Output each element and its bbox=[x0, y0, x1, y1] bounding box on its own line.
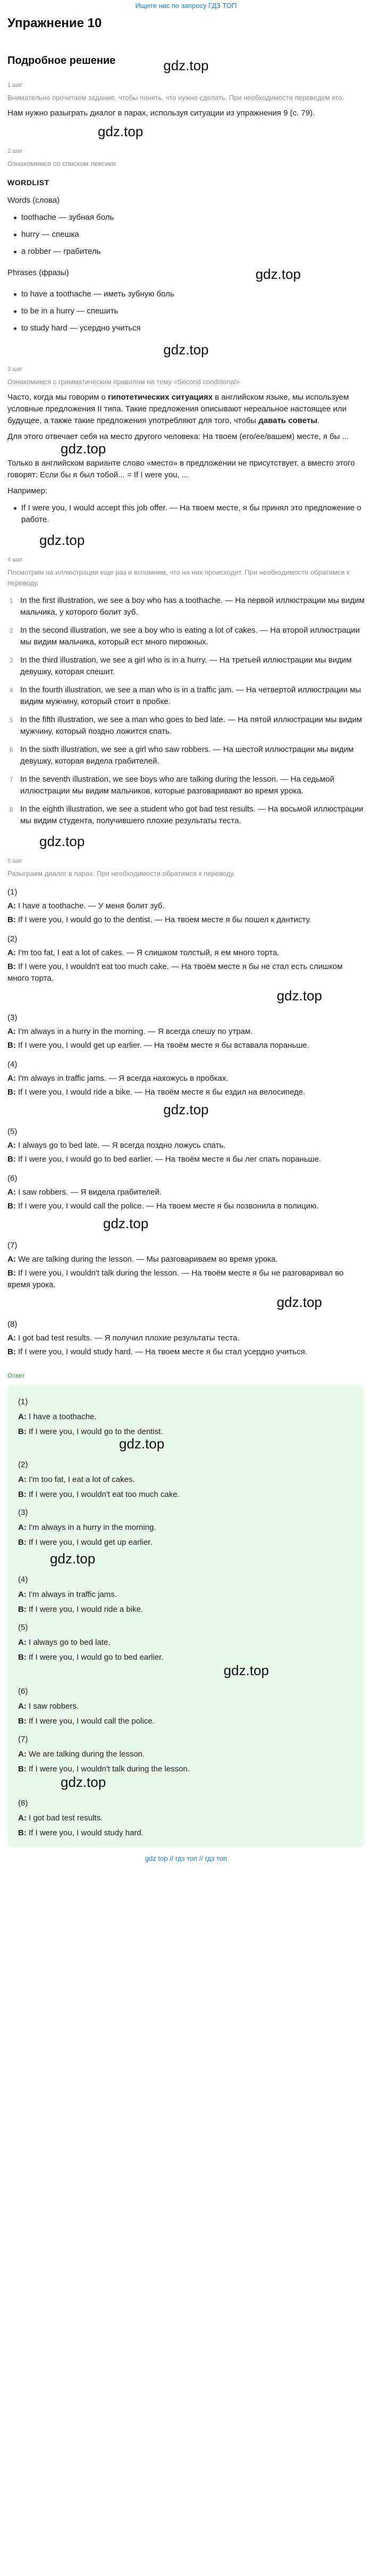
dialog-line-a: A: I got bad test results. bbox=[18, 1813, 103, 1823]
rule-paragraph: Для этого отвечает себя на место другого человека: На твоем (его/ее/вашем) месте, я бы ... bbox=[7, 432, 349, 441]
words-list bbox=[7, 212, 365, 258]
list-item: 7 In the seventh illustration, we see boys who are talking during the lesson. — На седьмой иллюстрации мы видим мальчиков, которые разговаривают во время урока. bbox=[10, 775, 335, 796]
dialog-line-a: A: I'm too fat, I eat a lot of cakes. — Я слишком толстый, я ем много торта. bbox=[7, 948, 280, 957]
dialog-number: (6) bbox=[18, 1687, 28, 1696]
step-label: 3 шаг bbox=[7, 366, 23, 372]
dialog-number: (5) bbox=[7, 1127, 18, 1136]
watermark: gdz.top bbox=[119, 1436, 165, 1452]
list-item: If I were you, I would accept this job offer. — На твоем месте, я бы принял это предложение о работе. bbox=[7, 502, 365, 526]
dialog-line-b: B: If I were you, I wouldn't talk during the lesson. — На твоём месте я бы не разговаривал во время урока. bbox=[7, 1269, 344, 1289]
step-hint: Внимательно прочитаем задание, чтобы понять, что нужно сделать. При необходимости переведем его. bbox=[7, 94, 344, 102]
dialog-number: (3) bbox=[18, 1508, 28, 1517]
dialog-line-b: B: If I were you, I would go to the dentist. bbox=[18, 1427, 163, 1436]
dialog-line-b: B: If I were you, I would call the police. — На твоем месте я бы позвонила в полицию. bbox=[7, 1202, 319, 1211]
step-label: 5 шаг bbox=[7, 858, 23, 864]
section-subtitle: Подробное решение bbox=[7, 55, 116, 67]
phrases-heading: Phrases (фразы) bbox=[7, 268, 69, 277]
dialog-line-b: B: If I were you, I wouldn't eat too much cake. bbox=[18, 1490, 180, 1499]
list-item: a robber — грабитель bbox=[7, 246, 365, 258]
dialog-line-a: A: I saw robbers. — Я видела грабителей. bbox=[7, 1188, 162, 1197]
step-label: 1 шаг bbox=[7, 82, 23, 88]
dialog-line-a: A: I'm always in traffic jams. — Я всегда нахожусь в пробках. bbox=[7, 1074, 229, 1083]
dialog-line-b: B: If I were you, I would study hard. — На твоем месте я бы стал усердно учиться. bbox=[7, 1347, 307, 1356]
step-text: Нам нужно разыграть диалог в парах, используя ситуации из упражнения 9 (с. 79). bbox=[7, 109, 315, 118]
list-item: 6 In the sixth illustration, we see a girl who saw robbers. — На шестой иллюстрации мы видим девушку, которая видела грабителей. bbox=[10, 745, 354, 766]
list-item: to have a toothache — иметь зубную боль bbox=[7, 288, 365, 300]
dialog-line-b: B: If I were you, I would study hard. bbox=[18, 1828, 143, 1837]
example-heading: Например: bbox=[7, 486, 48, 495]
rule-paragraph: Только в английском варианте слово «место» в предложении не присутствует, а вместо этого говорят: Если бы я был тобой... = If I were you, ... bbox=[7, 459, 355, 479]
list-item: 1 In the first illustration, we see a boy who has a toothache. — На первой иллюстрации мы видим мальчика, у которого болит зуб. bbox=[10, 596, 365, 617]
list-item: 2 In the second illustration, we see a boy who is eating a lot of cakes. — На второй иллюстрации мы видим мальчика, который ест много пирожных. bbox=[10, 626, 360, 647]
page-content bbox=[0, 15, 372, 1865]
dialog-line-a: A: I have a toothache. bbox=[18, 1412, 97, 1421]
watermark: gdz.top bbox=[50, 1551, 96, 1567]
dialog-line-b: B: If I were you, I wouldn't eat too much cake. — На твоём месте я бы не стал есть слишком много торта. bbox=[7, 962, 343, 983]
dialog-line-a: A: I'm always in traffic jams. bbox=[18, 1590, 117, 1599]
footer-links[interactable]: gdz top // гдз топ // гдз топ bbox=[145, 1854, 227, 1862]
example-list bbox=[7, 502, 365, 526]
step-hint: Ознакомимся со списком лексики bbox=[7, 160, 116, 168]
dialog-number: (2) bbox=[7, 934, 18, 943]
phrases-list bbox=[7, 288, 365, 334]
dialog-line-a: A: I have a toothache. — У меня болит зуб. bbox=[7, 901, 165, 910]
dialog-line-b: B: If I were you, I would go to the dentist. — На твоем месте я бы пошел к дантисту. bbox=[7, 915, 311, 924]
dialog-line-b: B: If I were you, I would go to bed earlier. bbox=[18, 1653, 164, 1662]
answer-box bbox=[7, 1385, 365, 1848]
watermark: gdz.top bbox=[163, 57, 209, 73]
dialog-number: (6) bbox=[7, 1174, 18, 1183]
page-title: Упражнение 10 bbox=[7, 16, 102, 30]
illustration-list bbox=[7, 595, 365, 827]
step-hint: Ознакомимся с грамматическим правилом на тему «Second conditional» bbox=[7, 378, 240, 386]
step-label: 2 шаг bbox=[7, 148, 23, 154]
watermark: gdz.top bbox=[163, 1101, 209, 1117]
dialog-line-b: B: If I were you, I would ride a bike. bbox=[18, 1605, 143, 1614]
dialog-number: (8) bbox=[18, 1799, 28, 1808]
words-heading: Words (слова) bbox=[7, 196, 60, 205]
dialog-line-a: A: We are talking during the lesson. bbox=[18, 1750, 145, 1759]
list-item: to study hard — усердно учиться bbox=[7, 322, 365, 334]
dialog-number: (2) bbox=[18, 1460, 28, 1469]
dialog-line-b: B: If I were you, I wouldn't talk during the lesson. bbox=[18, 1765, 190, 1774]
step-label: 4 шаг bbox=[7, 557, 23, 563]
dialog-line-a: A: I got bad test results. — Я получил плохие результаты теста. bbox=[7, 1333, 240, 1343]
answer-label: Ответ bbox=[7, 1372, 25, 1379]
watermark: gdz.top bbox=[39, 532, 85, 548]
dialog-number: (4) bbox=[18, 1575, 28, 1584]
dialog-number: (1) bbox=[7, 888, 18, 897]
watermark: gdz.top bbox=[103, 1215, 149, 1231]
dialog-line-a: A: I'm always in a hurry in the morning. — Я всегда спешу по утрам. bbox=[7, 1027, 253, 1036]
watermark: gdz.top bbox=[163, 342, 209, 358]
dialog-line-b: B: If I were you, I would get up earlier. — На твоём месте я бы вставала пораньше. bbox=[7, 1041, 309, 1050]
watermark: gdz.top bbox=[98, 123, 143, 139]
dialog-number: (8) bbox=[7, 1320, 18, 1329]
step-hint: Посмотрим на иллюстрации еще раз и вспомним, что на них происходит. При необходимости обратимся к переводу. bbox=[7, 568, 350, 587]
top-banner-link[interactable]: Ищите нас по запросу ГДЗ ТОП bbox=[135, 2, 237, 10]
dialog-line-b: B: If I were you, I would ride a bike. — На твоём месте я бы ездил на велосипеде. bbox=[7, 1088, 306, 1097]
dialog-list bbox=[7, 887, 365, 1358]
dialog-line-a: A: I saw robbers. bbox=[18, 1702, 79, 1711]
list-item: toothache — зубная боль bbox=[7, 212, 365, 223]
dialog-line-a: A: I'm too fat, I eat a lot of cakes. bbox=[18, 1475, 135, 1484]
watermark: gdz.top bbox=[223, 1662, 269, 1678]
watermark: gdz.top bbox=[276, 988, 322, 1004]
dialog-line-a: A: I always go to bed late. bbox=[18, 1638, 111, 1647]
list-item: 5 In the fifth illustration, we see a man who goes to bed late. — На пятой иллюстрации мы видим мужчину, который поздно ложится спать. bbox=[10, 715, 362, 736]
dialog-number: (7) bbox=[7, 1241, 18, 1250]
watermark: gdz.top bbox=[61, 1774, 106, 1790]
list-item: 8 In the eighth illustration, we see a student who got bad test results. — На восьмой иллюстрации мы видим студента, получившего плохие результаты теста. bbox=[10, 805, 363, 825]
dialog-line-b: B: If I were you, I would call the police. bbox=[18, 1717, 155, 1726]
dialog-line-b: B: If I were you, I would get up earlier. bbox=[18, 1538, 153, 1547]
step-hint: Разыграем диалог в парах. При необходимости обратимся к переводу. bbox=[7, 869, 235, 877]
watermark: gdz.top bbox=[39, 833, 85, 849]
dialog-number: (3) bbox=[7, 1013, 18, 1022]
dialog-number: (5) bbox=[18, 1623, 28, 1632]
list-item: to be in a hurry — спешить bbox=[7, 305, 365, 317]
dialog-line-a: A: I'm always in a hurry in the morning. bbox=[18, 1523, 156, 1532]
dialog-number: (4) bbox=[7, 1060, 18, 1069]
list-item: 4 In the fourth illustration, we see a man who is in a traffic jam. — На четвертой иллюстрации мы видим мужчину, который стоит в пробке. bbox=[10, 685, 361, 706]
watermark: gdz.top bbox=[61, 441, 106, 457]
dialog-line-a: A: We are talking during the lesson. — Мы разговариваем во время урока. bbox=[7, 1255, 278, 1264]
dialog-number: (7) bbox=[18, 1735, 28, 1744]
rule-paragraph: Часто, когда мы говорим о гипотетических ситуациях в английском языке, мы используем условные предложения II типа. Такие предложения описывают нереальное настоящее или будущее, а также такие предложения употребляют для того, чтобы давать советы. bbox=[7, 393, 349, 425]
dialog-line-b: B: If I were you, I would go to bed earlier. — На твоём месте я бы лег спать пораньше. bbox=[7, 1155, 322, 1164]
list-item: 3 In the third illustration, we see a girl who is in a hurry. — На третьей иллюстрации мы видим девушку, которая спешит. bbox=[10, 656, 352, 676]
watermark: gdz.top bbox=[276, 1294, 322, 1310]
list-item: hurry — спешка bbox=[7, 229, 365, 241]
watermark: gdz.top bbox=[255, 266, 301, 282]
dialog-line-a: A: I always go to bed late. — Я всегда поздно ложусь спать. bbox=[7, 1141, 226, 1150]
wordlist-heading: WORDLIST bbox=[7, 178, 49, 187]
dialog-number: (1) bbox=[18, 1397, 28, 1406]
